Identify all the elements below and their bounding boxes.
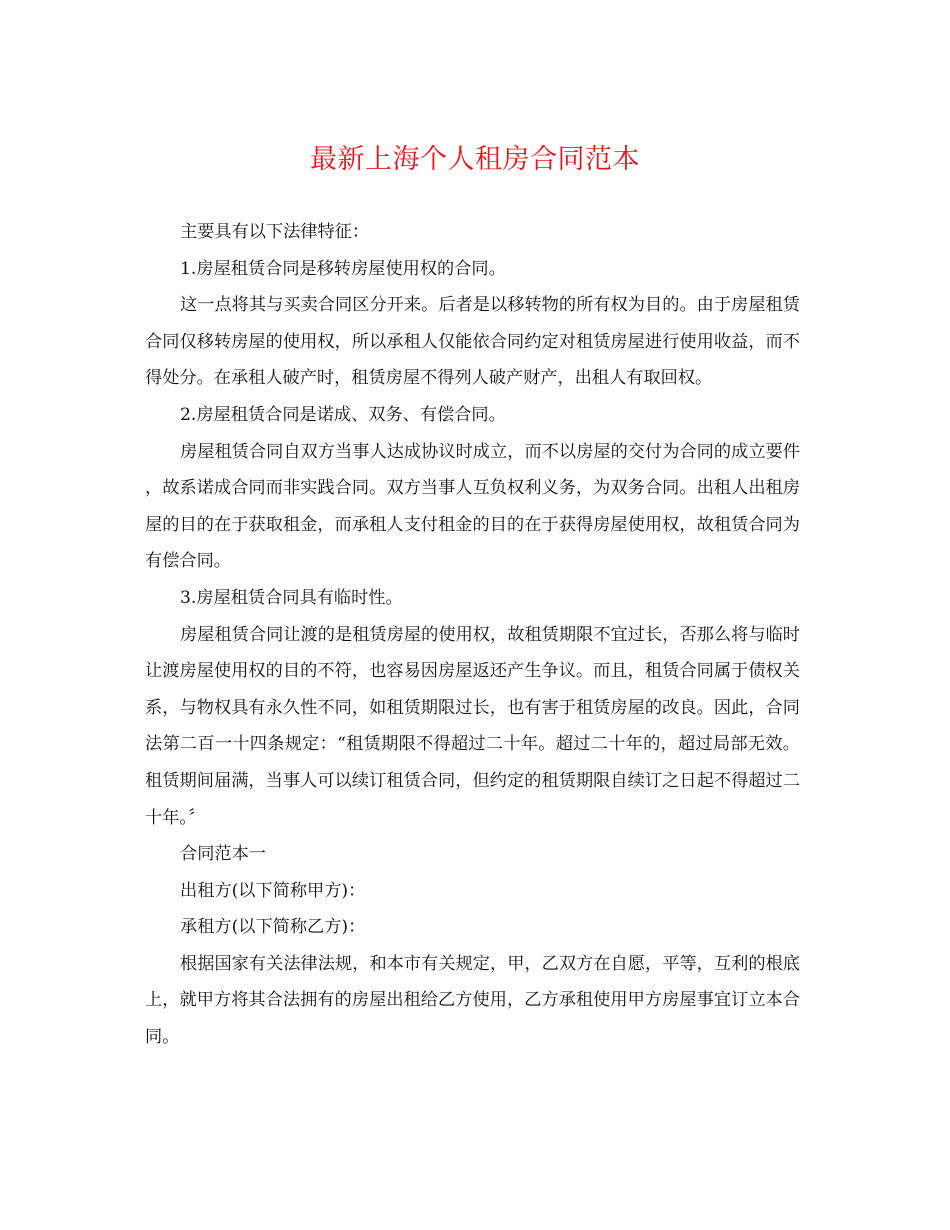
paragraph-contract-sample-label: 合同范本一 (180, 844, 266, 865)
paragraph-heading-1: 1.房屋租赁合同是移转房屋使用权的合同。 (180, 258, 506, 279)
paragraph-contract-preamble: 根据国家有关法律法规，和本市有关规定，甲，乙双方在自愿，平等，互利的根底上，就甲方将其合法拥有的房屋出租给乙方使用，乙方承租使用甲方房屋事宜订立本合同。 (145, 953, 800, 1048)
paragraph-lessee-field: 承租方(以下简称乙方)： (180, 917, 366, 938)
paragraph-body-1: 这一点将其与买卖合同区分开来。后者是以移转物的所有权为目的。由于房屋租赁合同仅移转房屋的使用权，所以承租人仅能依合同约定对租赁房屋进行使用收益，而不得处分。在承租人破产时，租赁房屋不得列人破产财产，出租人有取回权。 (145, 295, 800, 389)
document-body (145, 214, 800, 1056)
document-title: 最新上海个人租房合同范本 (310, 144, 640, 175)
paragraph-body-2: 房屋租赁合同自双方当事人达成协议时成立，而不以房屋的交付为合同的成立要件，故系诺成合同而非实践合同。双方当事人互负权利义务，为双务合同。出租人出租房屋的目的在于获取租金，而承租人支付租金的目的在于获得房屋使用权，故租赁合同为有偿合同。 (145, 441, 800, 572)
paragraph-body-3: 房屋租赁合同让渡的是租赁房屋的使用权，故租赁期限不宜过长，否那么将与临时让渡房屋使用权的目的不符，也容易因房屋返还产生争议。而且，租赁合同属于债权关系，与物权具有永久性不同，如租赁期限过长，也有害于租赁房屋的改良。因此，合同法第二百一十四条规定：“租赁期限不得超过二十年。超过二十年的，超过局部无效。租赁期间届满，当事人可以续订租赁合同，但约定的租赁期限自续订之日起不得超过二十年。〞 (145, 624, 800, 828)
paragraph-features-intro: 主要具有以下法律特征： (180, 222, 370, 242)
paragraph-lessor-field: 出租方(以下简称甲方)： (180, 880, 366, 901)
paragraph-heading-3: 3.房屋租赁合同具有临时性。 (180, 587, 403, 608)
paragraph-heading-2: 2.房屋租赁合同是诺成、双务、有偿合同。 (180, 404, 506, 425)
